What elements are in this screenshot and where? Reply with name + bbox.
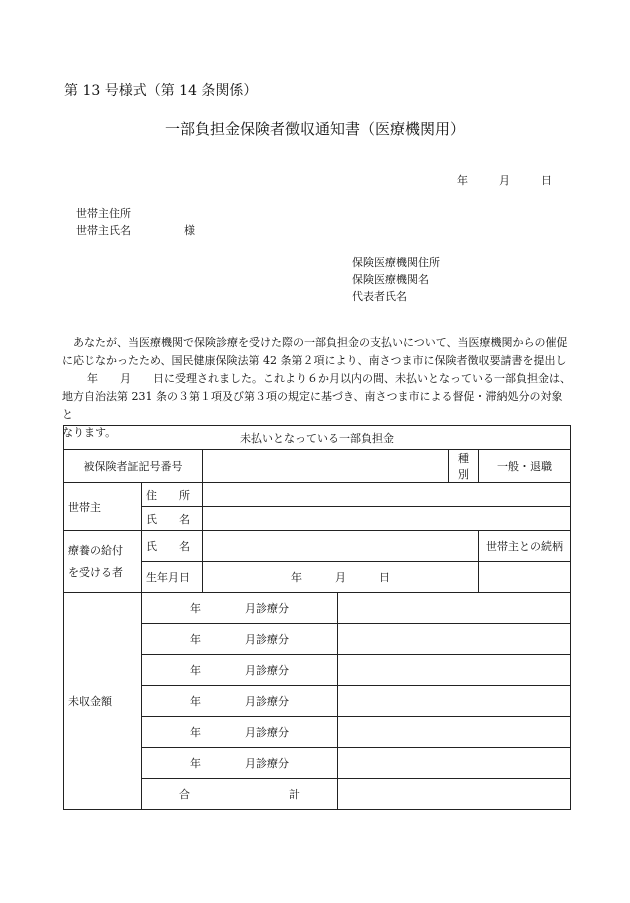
representative-name-label: 代表者氏名: [352, 290, 407, 303]
total-amount-field[interactable]: [338, 779, 571, 810]
form-number: 第 13 号様式（第 14 条関係）: [64, 83, 258, 99]
body-line-1: あなたが、当医療機関で保険診療を受けた際の一部負担金の支払いについて、当医療機関からの催促: [73, 336, 568, 349]
month-amount-field-1[interactable]: [338, 593, 571, 624]
institution-name-label: 保険医療機関名: [352, 273, 429, 286]
body-line-5: なります。: [62, 426, 117, 439]
birth-date-field[interactable]: 年 月 日: [203, 562, 479, 593]
institution-address-label: 保険医療機関住所: [352, 256, 440, 269]
householder-label: 世帯主: [64, 483, 142, 531]
care-recipient-label: [64, 531, 142, 593]
date-month: 月: [499, 174, 510, 187]
insured-number-label: 被保険者証記号番号: [64, 450, 203, 483]
birth-date-label: 生年月日: [142, 562, 203, 593]
document-title: 一部負担金保険者徴収通知書（医療機関用）: [164, 120, 465, 138]
unpaid-amount-label: 未収金額: [64, 593, 142, 810]
issue-date: [457, 172, 552, 188]
insured-number-field[interactable]: [203, 450, 449, 483]
householder-name-label-cell: 氏 名: [142, 507, 203, 531]
relation-label: 世帯主との続柄: [479, 531, 571, 562]
month-label-4: 年 月診療分: [142, 686, 338, 717]
honorific: 様: [184, 224, 195, 237]
care-recipient-label-line-2: を受ける者: [68, 565, 123, 579]
total-label: 合 計: [142, 779, 338, 810]
householder-name-label: 世帯主氏名: [76, 224, 131, 237]
body-line-4: 地方自治法第 231 条の３第１項及び第３項の規定に基づき、南さつま市による督促・滞納処分の対象と: [62, 390, 563, 421]
table-header: 未払いとなっている一部負担金: [64, 426, 571, 450]
month-amount-field-4[interactable]: [338, 686, 571, 717]
month-label-5: 年 月診療分: [142, 717, 338, 748]
month-amount-field-3[interactable]: [338, 655, 571, 686]
date-year: 年: [457, 174, 468, 187]
month-label-1: 年 月診療分: [142, 593, 338, 624]
care-recipient-name-label: 氏 名: [142, 531, 203, 562]
care-recipient-label-line-1: 療養の給付: [68, 543, 123, 557]
householder-address-label: 世帯主住所: [76, 207, 131, 220]
type-label: 種別: [449, 450, 479, 483]
type-value: 一般・退職: [479, 450, 571, 483]
date-day: 日: [541, 174, 552, 187]
month-amount-field-6[interactable]: [338, 748, 571, 779]
householder-address-field[interactable]: [203, 483, 571, 507]
body-line-2: に応じなかったため、国民健康保険法第 42 条第２項により、南さつま市に保険者徴収要請書を提出し: [62, 354, 567, 367]
month-label-6: 年 月診療分: [142, 748, 338, 779]
month-label-2: 年 月診療分: [142, 624, 338, 655]
month-label-3: 年 月診療分: [142, 655, 338, 686]
unpaid-charges-table: [63, 425, 571, 810]
householder-name-field[interactable]: [203, 507, 571, 531]
care-recipient-name-field[interactable]: [203, 531, 479, 562]
month-amount-field-5[interactable]: [338, 717, 571, 748]
relation-field[interactable]: [479, 562, 571, 593]
month-amount-field-2[interactable]: [338, 624, 571, 655]
body-line-3: 年 月 日に受理されました。これより６か月以内の間、未払いとなっている一部負担金は、: [87, 372, 571, 385]
householder-address-label-cell: 住 所: [142, 483, 203, 507]
